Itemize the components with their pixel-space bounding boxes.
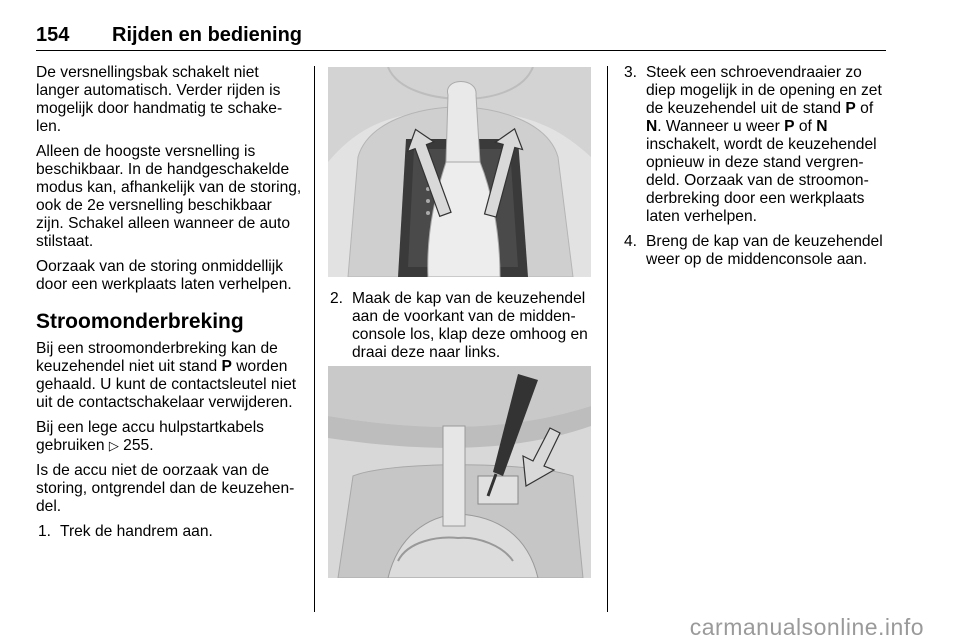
page-number: 154 <box>36 24 70 46</box>
gear-selector-drawing <box>328 67 591 277</box>
step-2 <box>328 290 592 362</box>
column-3 <box>622 64 890 276</box>
screwdriver-drawing <box>328 366 591 578</box>
step-number: 1. <box>38 523 52 540</box>
step-text <box>646 64 882 225</box>
paragraph: Alleen de hoogste versnelling is beschikbaar. In de handgeschakelde modus kan, afhankelijk van de storing, ook de 2e versnelling beschikbaar zijn. Schakel alleen wanneer de auto stilstaat. <box>36 143 302 250</box>
section-heading: Stroomonderbreking <box>36 310 244 333</box>
step-4 <box>622 233 890 269</box>
text: of <box>855 100 874 117</box>
column-2 <box>328 290 592 369</box>
step-number: 3. <box>624 64 638 81</box>
step-text: Trek de handrem aan. <box>60 523 213 540</box>
text: Bij een stroomonderbreking kan de keuzehendel niet uit stand <box>36 340 278 375</box>
watermark: carmanualsonline.info <box>689 614 924 640</box>
gear-selector-illustration <box>328 67 591 277</box>
bold-text: N <box>646 118 658 135</box>
bold-text: N <box>816 118 828 135</box>
column-1 <box>36 64 302 548</box>
paragraph: Oorzaak van de storing onmiddellijk door een werkplaats laten verhelpen. <box>36 258 292 293</box>
text: inschakelt, wordt de keuzehendel opnieuw in deze stand vergren-deld. Oorzaak van de stroomon-derbreking door een werkplaats laten verhelpen. <box>646 136 877 225</box>
header-rule <box>36 50 886 51</box>
text: Bij een lege accu hulpstartkabels gebruiken <box>36 419 264 454</box>
step-text: Maak de kap van de keuzehendel aan de voorkant van de midden-console los, klap deze omhoog en draai deze naar links. <box>352 290 588 361</box>
paragraph <box>36 340 302 412</box>
paragraph: Is de accu niet de oorzaak van de storing, ontgrendel dan de keuzehen-del. <box>36 462 295 515</box>
bold-text: P <box>221 358 232 375</box>
step-1 <box>36 523 302 541</box>
column-divider-left <box>314 66 315 612</box>
page-header <box>36 24 886 52</box>
text: worden gehaald. U kunt de contactsleutel niet uit de contactschakelaar verwijderen. <box>36 358 297 411</box>
step-text: Breng de kap van de keuzehendel weer op de middenconsole aan. <box>646 233 883 268</box>
column-divider-right <box>607 66 608 612</box>
paragraph <box>36 419 302 455</box>
text: of <box>794 118 817 135</box>
chapter-title: Rijden en bediening <box>112 24 303 46</box>
step-number: 2. <box>330 290 344 307</box>
text: Steek een schroevendraaier zo diep mogelijk in de opening en zet de keuzehendel uit de stand <box>646 64 882 117</box>
page-reference-link[interactable]: 255. <box>123 437 154 454</box>
step-3 <box>622 64 890 226</box>
step-number: 4. <box>624 233 638 250</box>
screwdriver-illustration <box>328 366 591 578</box>
bold-text: P <box>784 118 795 135</box>
bold-text: P <box>845 100 856 117</box>
text: . Wanneer u weer <box>657 118 785 135</box>
arrow-reference-icon: ▷ <box>108 438 119 453</box>
paragraph: De versnellingsbak schakelt niet langer automatisch. Verder rijden is mogelijk door handmatig te schake-len. <box>36 64 283 135</box>
